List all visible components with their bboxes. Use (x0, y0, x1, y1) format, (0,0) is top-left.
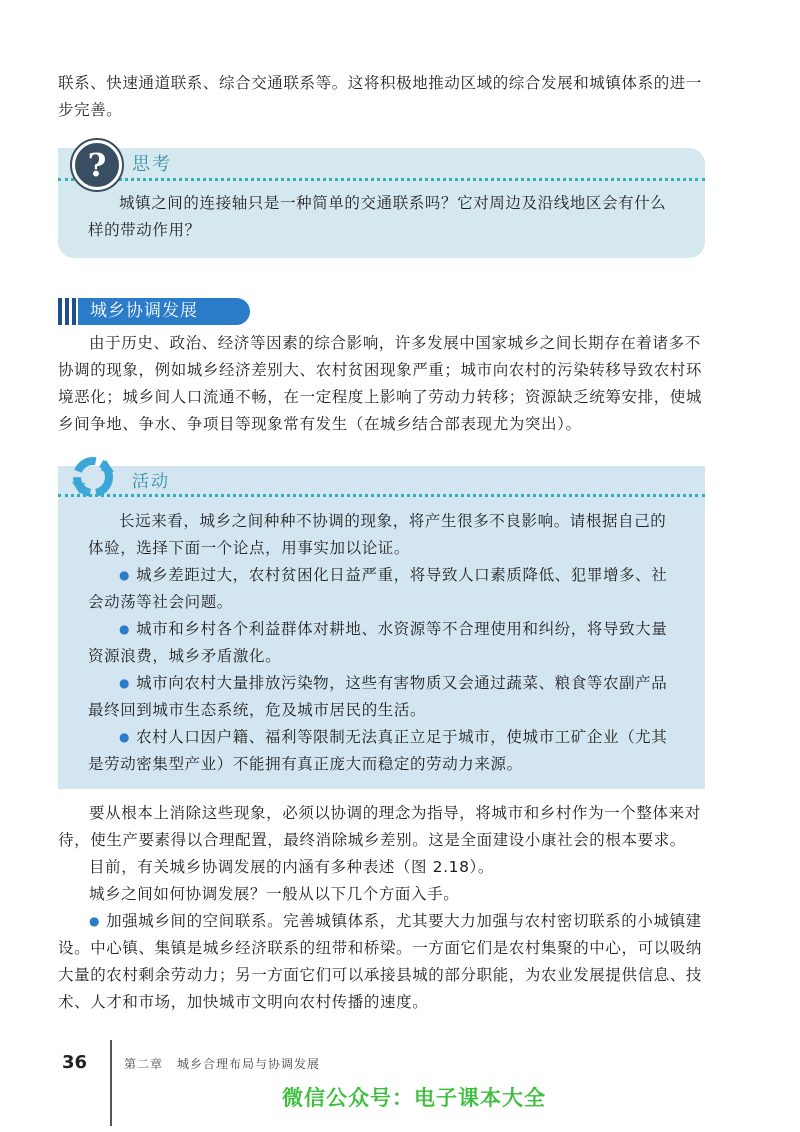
chapter-title: 城乡合理布局与协调发展 (177, 1057, 321, 1071)
bullet-icon: ● (119, 568, 131, 582)
intro-paragraph: 联系、快速通道联系、综合交通联系等。这将积极地推动区域的综合发展和城镇体系的进一步完善。 (58, 74, 703, 119)
bullet-icon: ● (119, 730, 131, 744)
page-number: 36 (62, 1052, 88, 1073)
chapter-label: 第二章 (124, 1057, 164, 1071)
body-paragraph: ● 加强城乡间的空间联系。完善城镇体系，尤其要大力加强与农村密切联系的小城镇建设。中心镇、集镇是城乡经济联系的纽带和桥梁。一方面它们是农村集聚的中心，可以吸纳大量的农村剩余劳动力；另一方面它们可以承接县城的部分职能，为农业发展提供信息、技术、人才和市场，加快城市文明向农村传播的速度。 (58, 912, 703, 1011)
think-box-text: 城镇之间的连接轴只是一种简单的交通联系吗？它对周边及沿线地区会有什么样的带动作用？ (88, 194, 667, 239)
bullet-icon: ● (89, 914, 101, 928)
footer-divider (110, 1040, 112, 1126)
dotted-divider (58, 494, 705, 497)
body-paragraph: 目前，有关城乡协调发展的内涵有多种表述（图 2.18）。 (89, 858, 494, 876)
running-header (124, 1055, 320, 1072)
activity-item: ● 城市向农村大量排放污染物，这些有害物质又会通过蔬菜、粮食等农副产品最终回到城市生态系统，危及城市居民的生活。 (88, 674, 668, 719)
dotted-divider (58, 178, 705, 181)
cycle-arrows-icon (68, 452, 118, 502)
watermark: 微信公众号：电子课本大全 (282, 1086, 546, 1110)
activity-item: ● 农村人口因户籍、福利等限制无法真正立足于城市，使城市工矿企业（尤其是劳动密集型产业）不能拥有真正庞大而稳定的劳动力来源。 (88, 728, 668, 773)
bullet-icon: ● (119, 622, 131, 636)
question-mark-icon: ? (72, 140, 122, 190)
activity-intro: 长远来看，城乡之间种种不协调的现象，将产生很多不良影响。请根据自己的体验，选择下面一个论点，用事实加以论证。 (88, 512, 667, 557)
section-paragraph: 由于历史、政治、经济等因素的综合影响，许多发展中国家城乡之间长期存在着诸多不协调的现象，例如城乡经济差别大、农村贫困现象严重；城市向农村的污染转移导致农村环境恶化；城乡间人口流通不畅，在一定程度上影响了劳动力转移；资源缺乏统筹安排，使城乡间争地、争水、争项目等现象常有发生（在城乡结合部表现尤为突出）。 (58, 334, 703, 433)
think-box-title: 思考 (132, 154, 172, 175)
body-paragraph: 城乡之间如何协调发展？一般从以下几个方面入手。 (89, 885, 460, 903)
activity-box-title: 活动 (132, 472, 170, 492)
bullet-icon: ● (119, 676, 131, 690)
activity-item: ● 城市和乡村各个利益群体对耕地、水资源等不合理使用和纠纷，将导致大量资源浪费，城乡矛盾激化。 (88, 620, 668, 665)
activity-item: ● 城乡差距过大，农村贫困化日益严重，将导致人口素质降低、犯罪增多、社会动荡等社会问题。 (88, 566, 668, 611)
section-title: 城乡协调发展 (78, 298, 250, 325)
body-paragraph: 要从根本上消除这些现象，必须以协调的理念为指导，将城市和乡村作为一个整体来对待，使生产要素得以合理配置，最终消除城乡差别。这是全面建设小康社会的根本要求。 (58, 804, 701, 849)
section-header-bars (58, 298, 76, 325)
